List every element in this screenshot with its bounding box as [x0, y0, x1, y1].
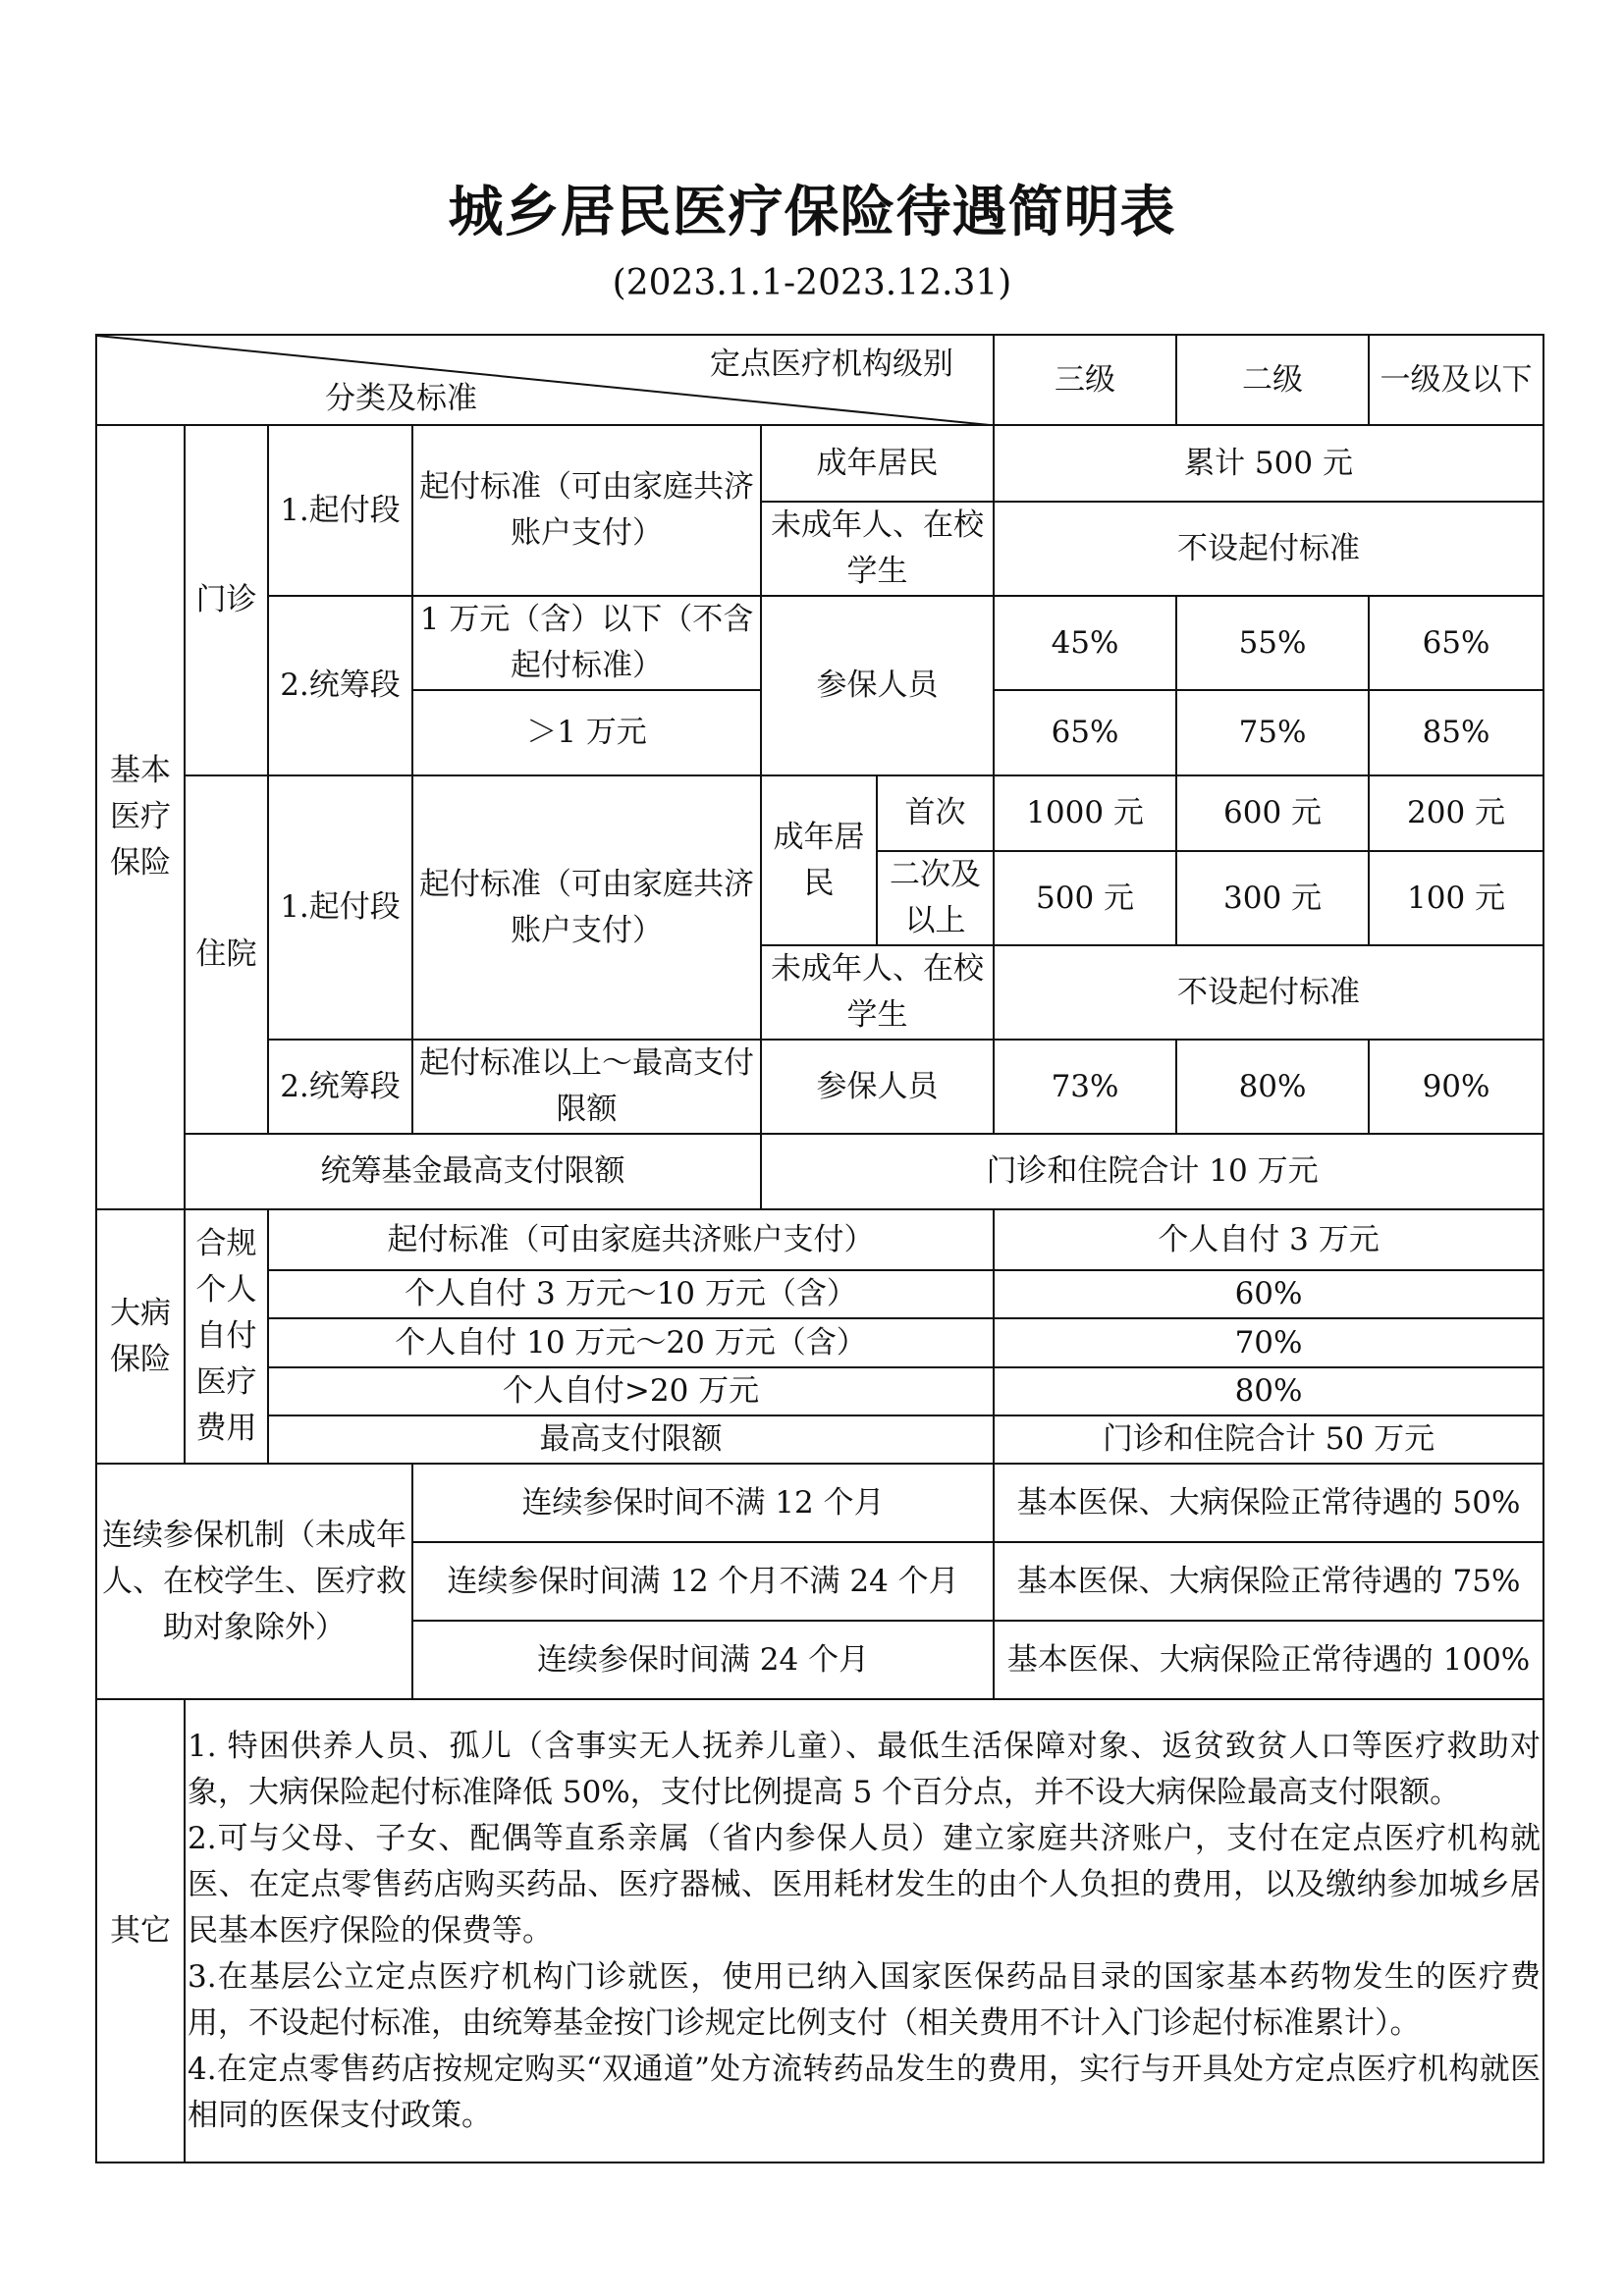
critical-row-value: 个人自付 3 万元 — [994, 1209, 1543, 1270]
continuous-row-value: 基本医保、大病保险正常待遇的 50% — [994, 1464, 1543, 1542]
outpatient-adult-deductible: 累计 500 元 — [994, 425, 1543, 502]
critical-row-value: 80% — [994, 1367, 1543, 1415]
inpatient-insured-label: 参保人员 — [761, 1040, 994, 1134]
inpatient-label: 住院 — [185, 775, 268, 1134]
outpatient-range-1: 1 万元（含）以下（不含起付标准） — [412, 596, 761, 690]
second-time-deductible: 300 元 — [1176, 851, 1369, 945]
critical-row-label: 最高支付限额 — [268, 1415, 994, 1464]
outpatient-rate-1: 45% — [994, 596, 1176, 690]
continuous-row-label: 连续参保时间不满 12 个月 — [412, 1464, 994, 1542]
insured-label: 参保人员 — [761, 596, 994, 775]
critical-row-label: 个人自付>20 万元 — [268, 1367, 994, 1415]
outpatient-deductible-standard: 起付标准（可由家庭共济账户支付） — [412, 425, 761, 596]
second-time-deductible: 500 元 — [994, 851, 1176, 945]
critical-row-label: 个人自付 10 万元～20 万元（含） — [268, 1318, 994, 1367]
inpatient-rate: 73% — [994, 1040, 1176, 1134]
inpatient-deductible-label: 1.起付段 — [268, 775, 412, 1040]
outpatient-range-2: ＞1 万元 — [412, 690, 761, 775]
basic-max-label: 统筹基金最高支付限额 — [185, 1134, 761, 1209]
adult-resident-label: 成年居民 — [761, 425, 994, 502]
first-time-deductible: 600 元 — [1176, 775, 1369, 851]
header-diagonal-cell — [96, 335, 994, 425]
outpatient-deductible-label: 1.起付段 — [268, 425, 412, 596]
first-time-deductible: 200 元 — [1369, 775, 1543, 851]
note-item: 3.在基层公立定点医疗机构门诊就医，使用已纳入国家医保药品目录的国家基本药物发生的医疗费用，不设起付标准，由统筹基金按门诊规定比例支付（相关费用不计入门诊起付标准累计）。 — [188, 1958, 1542, 2041]
second-time-deductible: 100 元 — [1369, 851, 1543, 945]
critical-row-value: 70% — [994, 1318, 1543, 1367]
minor-student-label: 未成年人、在校学生 — [761, 502, 994, 596]
critical-row-value: 门诊和住院合计 50 万元 — [994, 1415, 1543, 1464]
inpatient-minor-label: 未成年人、在校学生 — [761, 945, 994, 1040]
basic-max-value: 门诊和住院合计 10 万元 — [761, 1134, 1543, 1209]
critical-row-value: 60% — [994, 1270, 1543, 1318]
outpatient-rate-2: 85% — [1369, 690, 1543, 775]
inpatient-deductible-standard: 起付标准（可由家庭共济账户支付） — [412, 775, 761, 1040]
continuous-row-value: 基本医保、大病保险正常待遇的 100% — [994, 1621, 1543, 1699]
outpatient-rate-2: 65% — [994, 690, 1176, 775]
note-item: 2.可与父母、子女、配偶等直系亲属（省内参保人员）建立家庭共济账户，支付在定点医疗机构就医、在定点零售药店购买药品、医疗器械、医用耗材发生的由个人负担的费用，以及缴纳参加城乡居民基本医疗保险的保费等。 — [188, 1820, 1542, 1949]
inpatient-rate: 80% — [1176, 1040, 1369, 1134]
outpatient-pooling-label: 2.统筹段 — [268, 596, 412, 775]
outpatient-rate-1: 65% — [1369, 596, 1543, 690]
level-header-label: 定点医疗机构级别 — [710, 347, 954, 382]
level-header: 二级 — [1176, 335, 1369, 425]
level-header: 三级 — [994, 335, 1176, 425]
first-time-label: 首次 — [877, 775, 994, 851]
inpatient-pooling-label: 2.统筹段 — [268, 1040, 412, 1134]
category-header-label: 分类及标准 — [325, 381, 477, 416]
inpatient-adult-label: 成年居民 — [761, 775, 877, 945]
note-item: 1. 特困供养人员、孤儿（含事实无人抚养儿童）、最低生活保障对象、返贫致贫人口等医疗救助对象，大病保险起付标准降低 50%，支付比例提高 5 个百分点，并不设大病保险最高支付限额。 — [188, 1728, 1542, 1810]
period-subtitle: (2023.1.1-2023.12.31) — [612, 263, 1012, 303]
second-time-label: 二次及以上 — [877, 851, 994, 945]
critical-row-label: 个人自付 3 万元～10 万元（含） — [268, 1270, 994, 1318]
inpatient-pooling-range: 起付标准以上～最高支付限额 — [412, 1040, 761, 1134]
benefits-table — [95, 334, 1544, 2163]
level-header: 一级及以下 — [1369, 335, 1543, 425]
basic-insurance-label: 基本医疗保险 — [96, 425, 185, 1209]
critical-sub-label: 合规个人自付医疗费用 — [185, 1209, 268, 1464]
first-time-deductible: 1000 元 — [994, 775, 1176, 851]
other-label: 其它 — [96, 1699, 185, 2163]
critical-row-label: 起付标准（可由家庭共济账户支付） — [268, 1209, 994, 1270]
inpatient-minor-deductible: 不设起付标准 — [994, 945, 1543, 1040]
outpatient-minor-deductible: 不设起付标准 — [994, 502, 1543, 596]
continuous-row-label: 连续参保时间满 12 个月不满 24 个月 — [412, 1542, 994, 1621]
other-notes — [185, 1699, 1543, 2163]
continuous-row-label: 连续参保时间满 24 个月 — [412, 1621, 994, 1699]
outpatient-label: 门诊 — [185, 425, 268, 775]
note-item: 4.在定点零售药店按规定购买“双通道”处方流转药品发生的费用，实行与开具处方定点医疗机构就医相同的医保支付政策。 — [188, 2051, 1542, 2133]
outpatient-rate-1: 55% — [1176, 596, 1369, 690]
critical-insurance-label: 大病保险 — [96, 1209, 185, 1464]
page-title: 城乡居民医疗保险待遇简明表 — [448, 181, 1176, 244]
outpatient-rate-2: 75% — [1176, 690, 1369, 775]
continuous-row-value: 基本医保、大病保险正常待遇的 75% — [994, 1542, 1543, 1621]
continuous-enrollment-label: 连续参保机制（未成年人、在校学生、医疗救助对象除外） — [96, 1464, 412, 1699]
inpatient-rate: 90% — [1369, 1040, 1543, 1134]
